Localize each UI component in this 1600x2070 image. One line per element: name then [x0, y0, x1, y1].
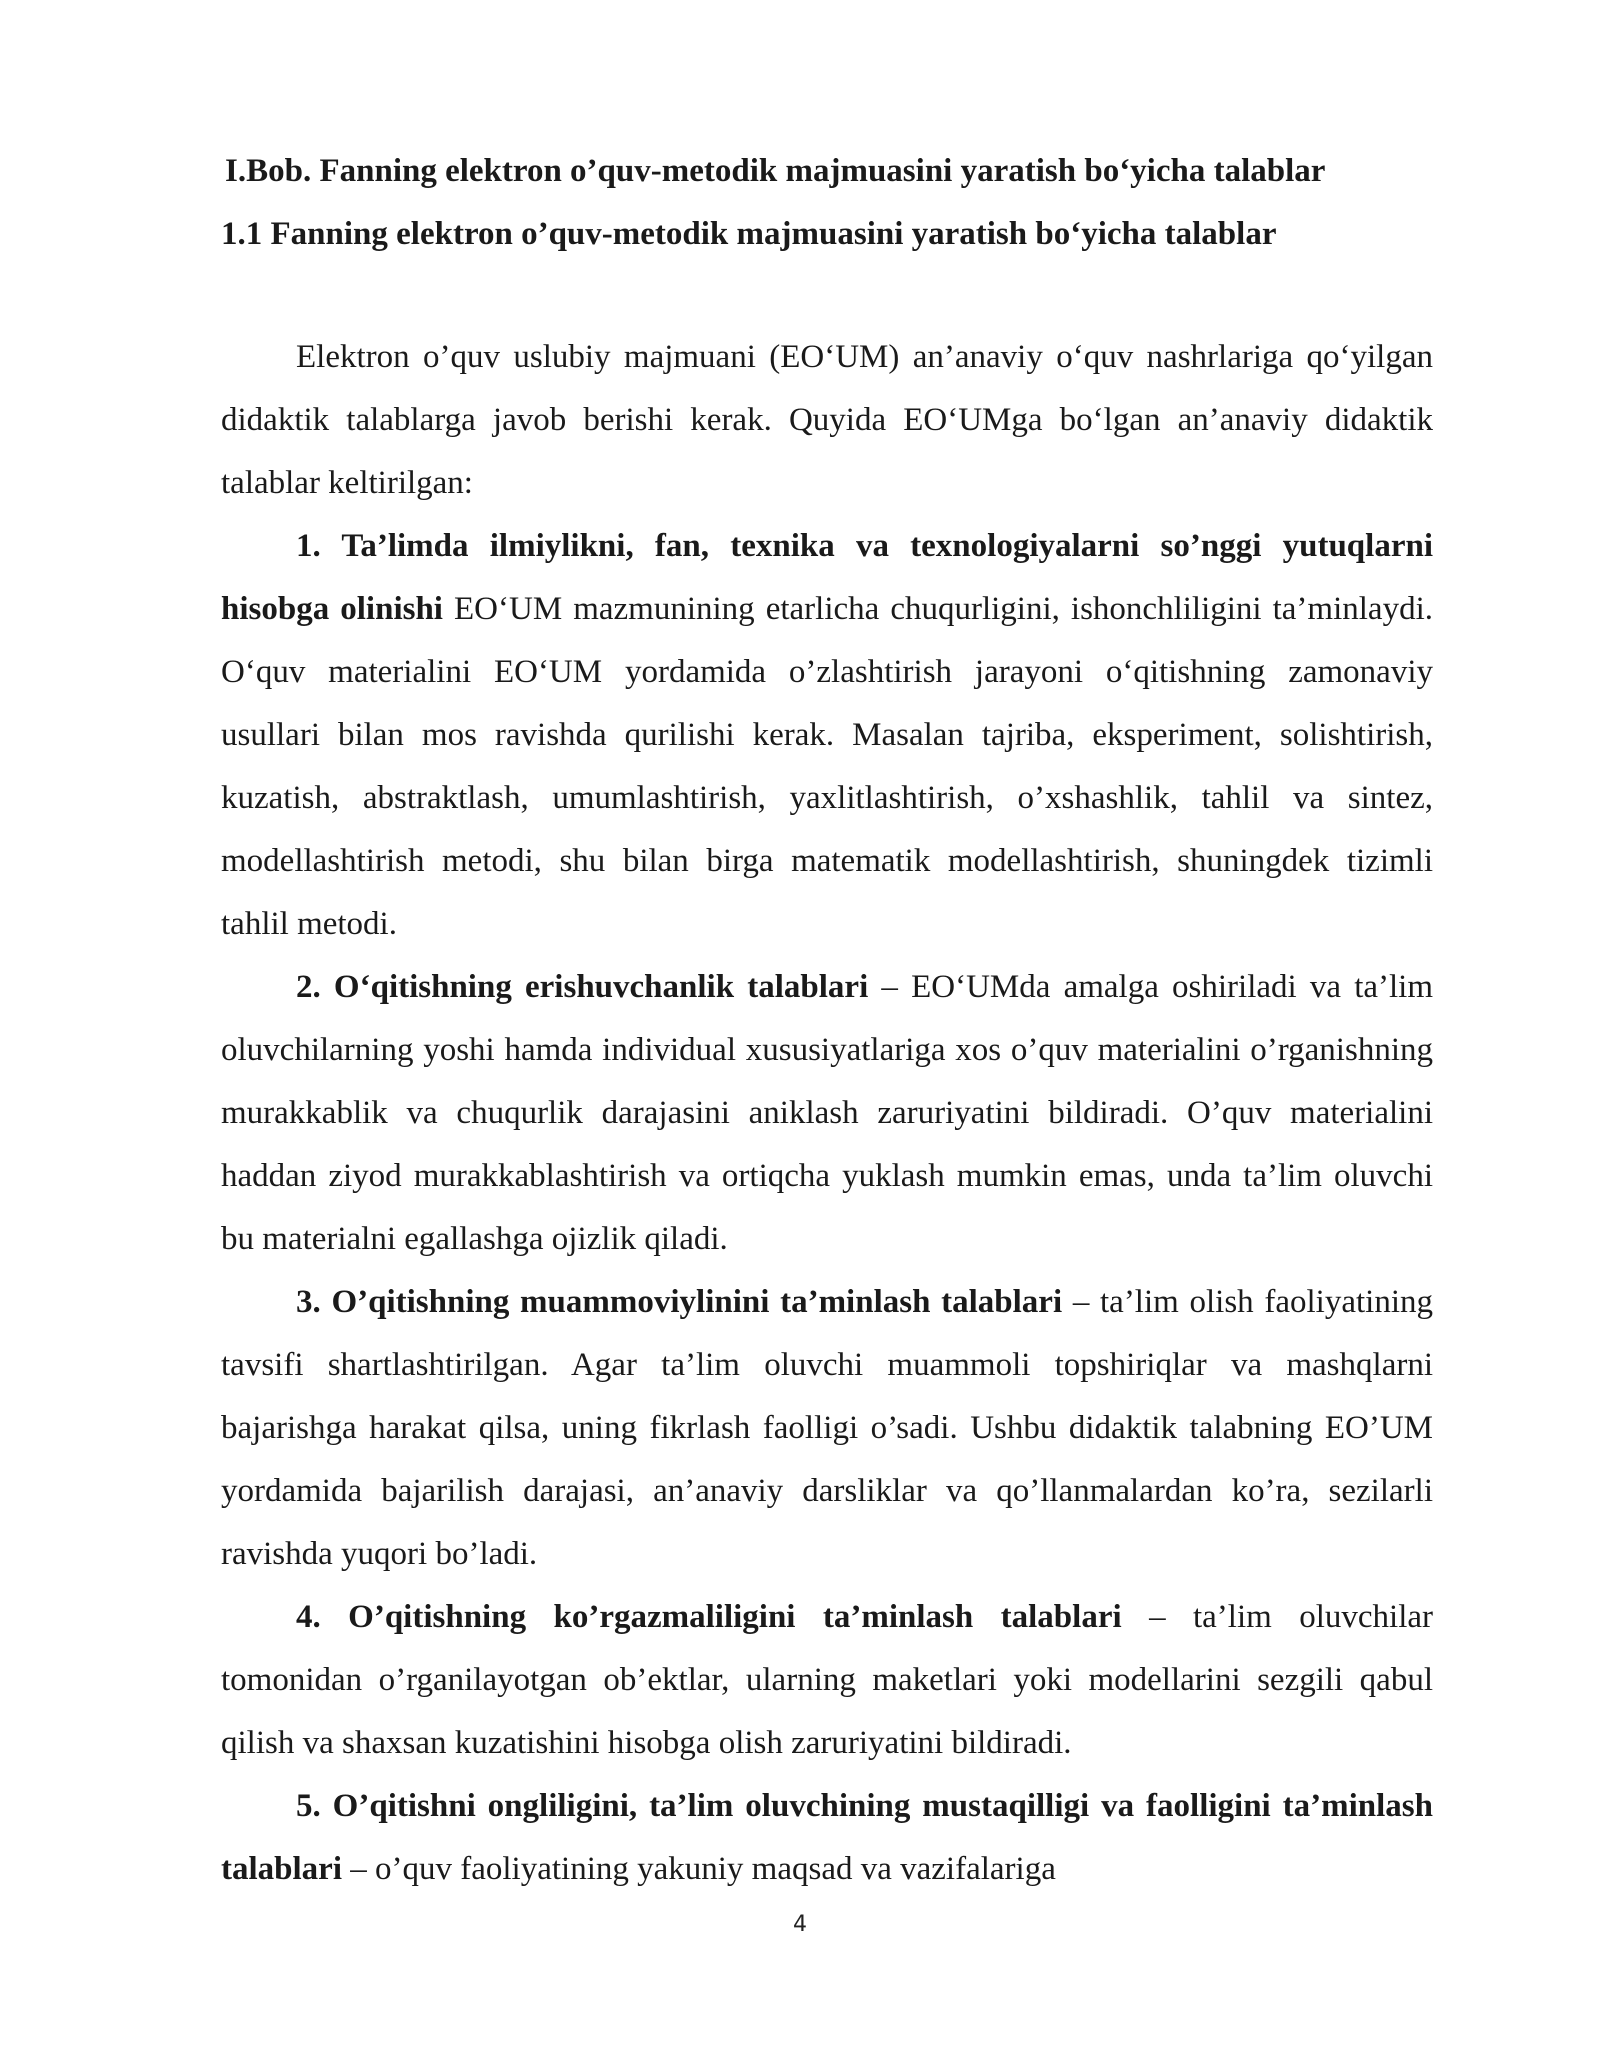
requirement-3-paragraph	[221, 1271, 1433, 1586]
requirement-4-title: 4. O’qitishning ko’rgazmaliligini ta’minlash talablari	[296, 1599, 1122, 1635]
requirement-4-text: – ta’lim oluvchilar tomonidan o’rganilayotgan ob’ektlar, ularning maketlari yoki modellarini sezgili qabul qilish va shaxsan kuzatishini hisobga olish zaruriyatini bildiradi.	[221, 1599, 1433, 1761]
page-number: 4	[793, 1912, 807, 1937]
intro-text: Elektron o’quv uslubiy majmuani (EO‘UM) an’anaviy o‘quv nashrlariga qo‘yilgan didaktik talablarga javob berishi kerak. Quyida EO‘UMga bo‘lgan an’anaviy didaktik talablar keltirilgan:	[221, 339, 1433, 501]
requirement-1-title: 1. Ta’limda ilmiylikni, fan, texnika va texnologiyalarni so’nggi yutuqlarni hisobga olinishi	[221, 528, 1433, 627]
requirement-2-text: – EO‘UMda amalga oshiriladi va ta’lim oluvchilarning yoshi hamda individual xususiyatlariga xos o’quv materialini o’rganishning murakkablik va chuqurlik darajasini aniklash zaruriyatini bildiradi. O’quv materialini haddan ziyod murakkablashtirish va ortiqcha yuklash mumkin emas, unda ta’lim oluvchi bu materialni egallashga ojizlik qiladi.	[221, 969, 1433, 1257]
requirement-1-text: EO‘UM mazmunining etarlicha chuqurligini, ishonchliligini ta’minlaydi. O‘quv materialini EO‘UM yordamida o’zlashtirish jarayoni o‘qitishning zamonaviy usullari bilan mos ravishda qurilishi kerak. Masalan tajriba, eksperiment, solishtirish, kuzatish, abstraktlash, umumlashtirish, yaxlitlashtirish, o’xshashlik, tahlil va sintez, modellashtirish metodi, shu bilan birga matematik modellashtirish, shuningdek tizimli tahlil metodi.	[221, 591, 1433, 942]
body-text	[221, 326, 1433, 1901]
requirement-2-title: 2. O‘qitishning erishuvchanlik talablari	[296, 969, 869, 1005]
requirement-5-title: 5. O’qitishni ongliligini, ta’lim oluvchining mustaqilligi va faolligini ta’minlash talablari	[221, 1788, 1433, 1887]
requirement-4-paragraph	[221, 1586, 1433, 1775]
requirement-1-paragraph	[221, 515, 1433, 956]
requirement-5-paragraph	[221, 1775, 1433, 1901]
headings-block	[221, 140, 1451, 266]
requirement-5-text: – o’quv faoliyatining yakuniy maqsad va vazifalariga	[342, 1851, 1056, 1887]
intro-paragraph	[221, 326, 1433, 515]
requirement-2-paragraph	[221, 956, 1433, 1271]
requirement-3-title: 3. O’qitishning muammoviylinini ta’minlash talablari	[296, 1284, 1063, 1320]
section-title: 1.1 Fanning elektron o’quv-metodik majmuasini yaratish bo‘yicha talablar	[221, 216, 1277, 252]
chapter-title: I.Bob. Fanning elektron o’quv-metodik majmuasini yaratish bo‘yicha talablar	[225, 153, 1326, 189]
requirement-3-text: – ta’lim olish faoliyatining tavsifi shartlashtirilgan. Agar ta’lim oluvchi muammoli topshiriqlar va mashqlarni bajarishga harakat qilsa, uning fikrlash faolligi o’sadi. Ushbu didaktik talabning EO’UM yordamida bajarilish darajasi, an’anaviy darsliklar va qo’llanmalardan ko’ra, sezilarli ravishda yuqori bo’ladi.	[221, 1284, 1433, 1572]
